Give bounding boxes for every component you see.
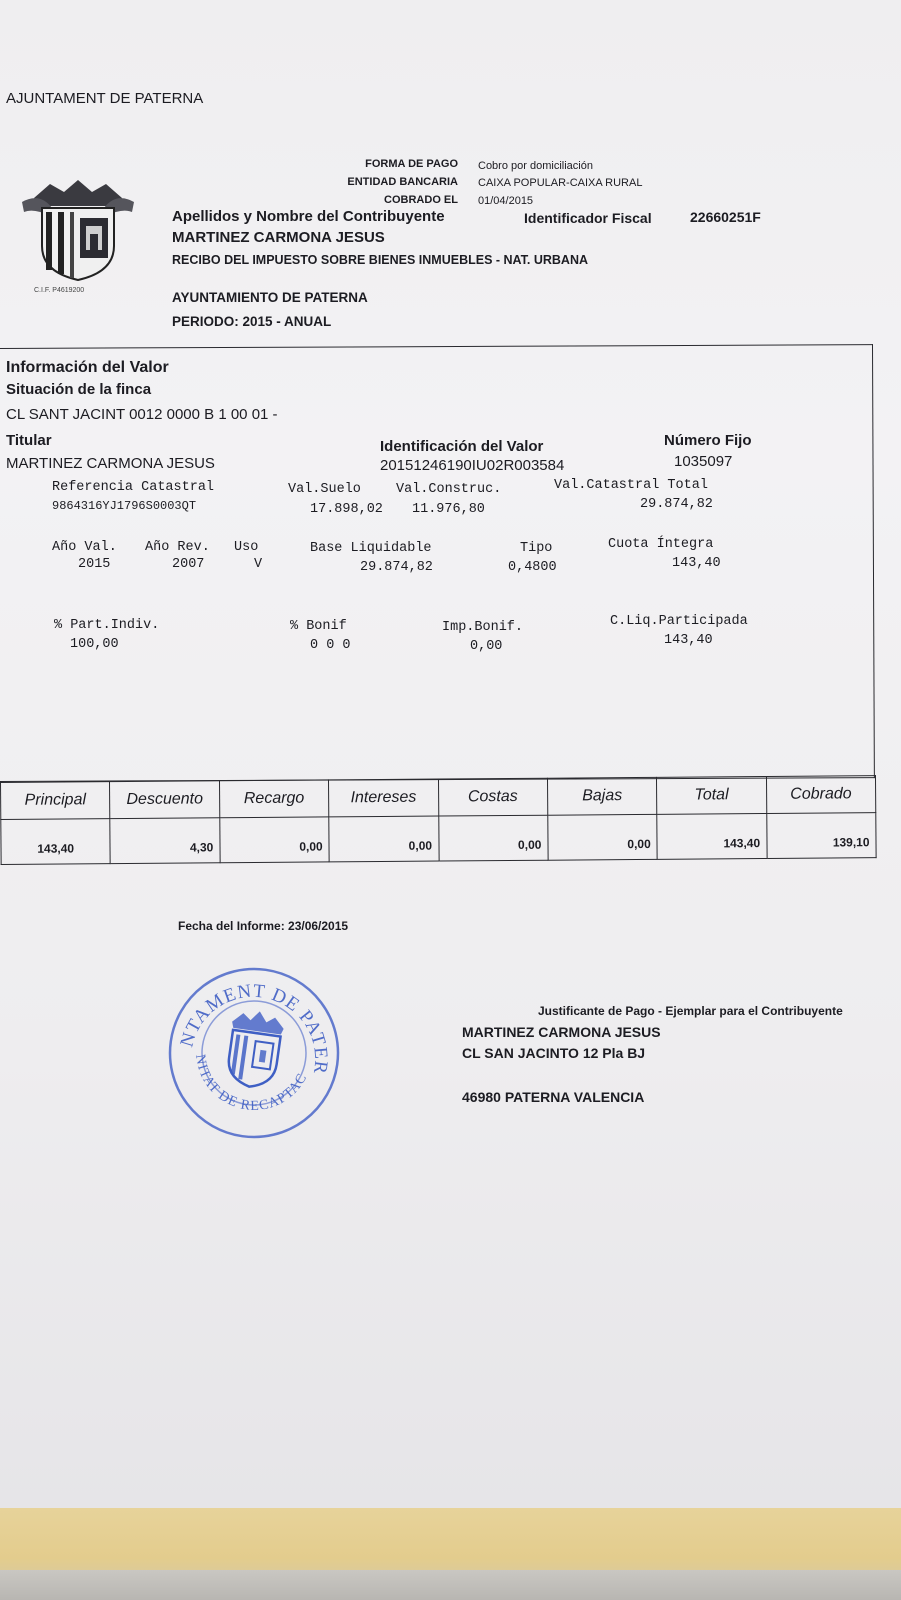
stamp-seal-icon (164, 963, 344, 1143)
total-header-intereses: Intereses (329, 779, 439, 817)
footer-name: MARTINEZ CARMONA JESUS (462, 1024, 661, 1040)
cuota-value: 143,40 (672, 556, 721, 571)
anoval-label: Año Val. (52, 540, 117, 555)
total-header-recargo: Recargo (219, 780, 329, 818)
part-label: % Part.Indiv. (54, 618, 160, 633)
bonif-value: 0 0 0 (310, 638, 351, 653)
valor-section-title: Información del Valor (6, 359, 169, 376)
bonif-label: % Bonif (290, 619, 347, 634)
tipo-label: Tipo (520, 541, 553, 556)
anoval-value: 2015 (78, 557, 111, 572)
ayuntamiento-line: AYUNTAMIENTO DE PATERNA (172, 290, 368, 305)
numfijo-label: Número Fijo (664, 432, 752, 449)
total-header-total: Total (657, 776, 767, 814)
ident-label: Identificación del Valor (380, 438, 544, 455)
footer-city: 46980 PATERNA VALENCIA (462, 1089, 645, 1105)
situacion-label: Situación de la finca (6, 381, 152, 398)
fiscal-value: 22660251F (690, 209, 761, 225)
uso-value: V (254, 557, 263, 572)
cobrado-value: 01/04/2015 (478, 195, 534, 207)
valsuelo-label: Val.Suelo (288, 482, 361, 497)
valcatastral-label: Val.Catastral Total (554, 478, 708, 493)
cif-text: C.I.F. P4619200 (34, 287, 85, 294)
total-value-bajas: 0,00 (548, 814, 658, 860)
titular-value: MARTINEZ CARMONA JESUS (6, 455, 215, 472)
official-stamp (164, 963, 344, 1143)
valconstruc-label: Val.Construc. (396, 482, 502, 497)
justificante-text: Justificante de Pago - Ejemplar para el Contribuyente (538, 1004, 843, 1018)
ident-value: 20151246190IU02R003584 (380, 457, 565, 474)
totals-table (0, 775, 877, 864)
uso-label: Uso (234, 540, 259, 555)
fiscal-label: Identificador Fiscal (524, 210, 652, 226)
valconstruc-value: 11.976,80 (412, 502, 485, 517)
anorev-label: Año Rev. (145, 540, 210, 555)
total-value-intereses: 0,00 (329, 816, 439, 862)
fecha-informe: Fecha del Informe: 23/06/2015 (178, 919, 349, 933)
total-header-bajas: Bajas (547, 777, 657, 815)
coat-of-arms-icon (20, 178, 136, 282)
forma-pago-value: Cobro por domiciliación (478, 160, 593, 172)
cliq-label: C.Liq.Participada (610, 614, 748, 629)
anorev-value: 2007 (172, 557, 205, 572)
numfijo-value: 1035097 (674, 453, 733, 470)
contribuyente-label: Apellidos y Nombre del Contribuyente (172, 208, 445, 225)
impbonif-value: 0,00 (470, 639, 503, 654)
desk-edge (0, 1570, 901, 1600)
stamp-top-text: AJUNTAMENT DE PATERNA (176, 980, 332, 1076)
total-header-principal: Principal (1, 782, 111, 820)
situacion-value: CL SANT JACINT 0012 0000 B 1 00 01 - (6, 406, 278, 423)
base-value: 29.874,82 (360, 560, 433, 575)
total-value-cobrado: 139,10 (766, 813, 876, 859)
cliq-value: 143,40 (664, 633, 713, 648)
cuota-label: Cuota Íntegra (608, 537, 714, 552)
footer-address: CL SAN JACINTO 12 Pla BJ (462, 1045, 646, 1061)
impbonif-label: Imp.Bonif. (442, 620, 524, 635)
valsuelo-value: 17.898,02 (310, 502, 383, 517)
total-value-costas: 0,00 (438, 815, 548, 861)
total-header-cobrado: Cobrado (766, 776, 876, 814)
desk-surface (0, 1508, 901, 1600)
valcatastral-value: 29.874,82 (640, 497, 713, 512)
total-value-principal: 143,40 (1, 819, 111, 865)
forma-pago-label: FORMA DE PAGO (365, 158, 458, 170)
total-value-descuento: 4,30 (110, 818, 220, 864)
municipality-title: AJUNTAMENT DE PATERNA (6, 90, 204, 107)
periodo-line: PERIODO: 2015 - ANUAL (172, 314, 332, 329)
stamp-bottom-text: UNITAT DE RECAPTACIÓ (192, 1053, 311, 1114)
part-value: 100,00 (70, 637, 119, 652)
base-label: Base Liquidable (310, 541, 432, 556)
recibo-title: RECIBO DEL IMPUESTO SOBRE BIENES INMUEBLES - NAT. URBANA (172, 253, 589, 267)
ref-value: 9864316YJ1796S0003QT (52, 499, 197, 513)
total-header-descuento: Descuento (110, 781, 220, 819)
titular-label: Titular (6, 432, 52, 449)
total-value-recargo: 0,00 (220, 817, 330, 863)
ref-label: Referencia Catastral (52, 480, 215, 495)
contribuyente-name: MARTINEZ CARMONA JESUS (172, 229, 385, 246)
entidad-value: CAIXA POPULAR-CAIXA RURAL (478, 177, 643, 189)
entidad-label: ENTIDAD BANCARIA (347, 176, 458, 188)
cobrado-label: COBRADO EL (384, 194, 458, 206)
tipo-value: 0,4800 (508, 560, 557, 575)
total-value-total: 143,40 (657, 813, 767, 859)
total-header-costas: Costas (438, 778, 548, 816)
